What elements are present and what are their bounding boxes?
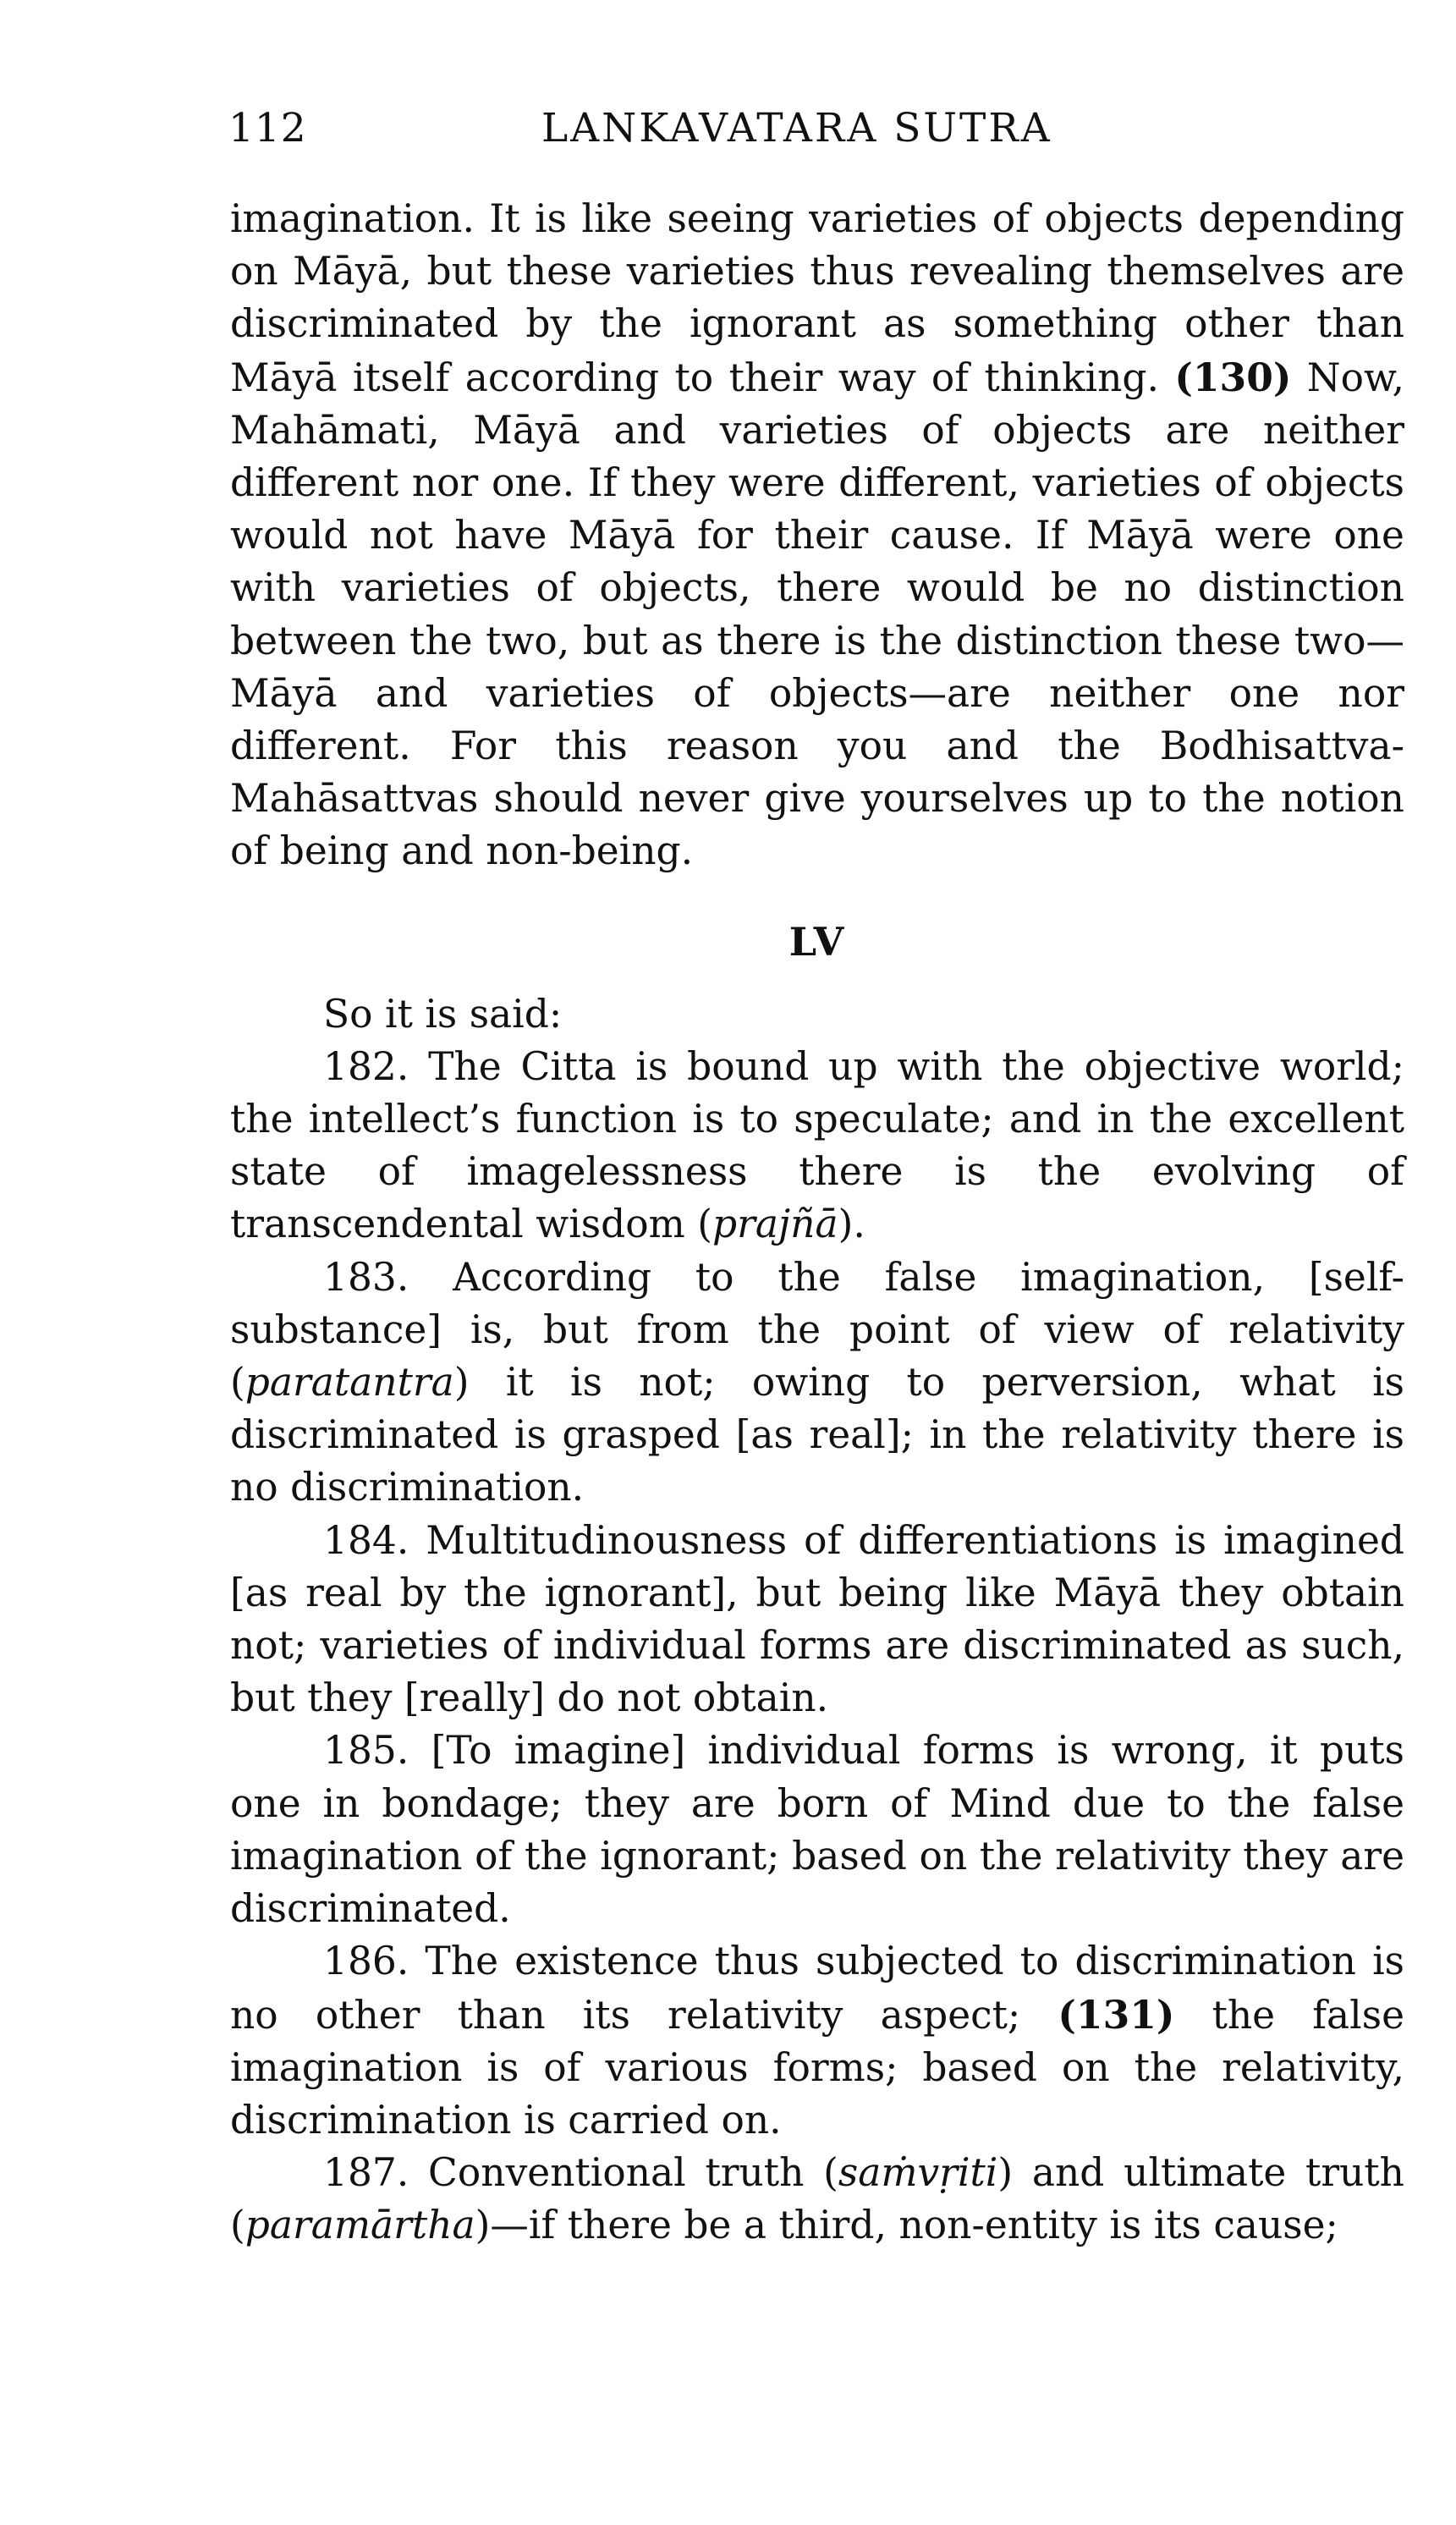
verse-text: ). xyxy=(838,1202,865,1247)
page-body xyxy=(230,193,1404,2253)
verse-text: the false imagination is of various forms; based on the relativity, discrimination is carried on. xyxy=(230,1992,1404,2143)
verse-text: The existence thus subjected to discrimination is no other than its relativity aspect; xyxy=(230,1939,1404,2038)
verse-183 xyxy=(230,1251,1404,1515)
verse-number: 185. xyxy=(323,1728,409,1774)
verse-187 xyxy=(230,2147,1404,2252)
verse-184 xyxy=(230,1515,1404,1725)
sanskrit-term: paratantra xyxy=(244,1360,454,1406)
verse-number: 187. xyxy=(323,2150,409,2196)
verse-186 xyxy=(230,1935,1404,2147)
sanskrit-term: paramārtha xyxy=(244,2203,475,2248)
verse-text: The Citta is bound up with the objective world; the intellect’s function is to speculate; and in the excellent state of imagelessness there is the evolving of transcendental wisdom ( xyxy=(230,1043,1404,1247)
verse-text: Conventional truth ( xyxy=(409,2150,838,2196)
verse-text: [To imagine] individual forms is wrong, it puts one in bondage; they are born of Mind due to the false imagination of the ignorant; based on the relativity they are discriminated. xyxy=(230,1728,1404,1932)
verse-number: 184. xyxy=(323,1517,409,1563)
verse-text: According to the false imagination, [self-substance] is, but from the point of view of relativity ( xyxy=(230,1254,1404,1406)
verse-number: 186. xyxy=(323,1939,409,1984)
page-marker-131: (131) xyxy=(1058,1991,1175,2038)
sanskrit-term: prajñā xyxy=(712,1202,838,1247)
verse-text: Multitudinousness of differentiations is imagined [as real by the ignorant], but being like Māyā they obtain not; varieties of individual forms are discriminated as such, but they [really] do not obtain. xyxy=(230,1517,1404,1721)
page-header xyxy=(228,103,1413,154)
running-title: LANKAVATARA SUTRA xyxy=(541,105,1052,151)
page-marker-130: (130) xyxy=(1174,354,1292,400)
verse-number: 182. xyxy=(323,1043,409,1089)
section-intro: So it is said: xyxy=(323,991,563,1037)
verse-182 xyxy=(230,1041,1404,1251)
prose-paragraph xyxy=(230,193,1404,878)
prose-text-1: imagination. It is like seeing varieties of objects depending on Māyā, but these varieties thus revealing themselves are discriminated by the ignorant as something other than Māyā itself according to their way of thinking. xyxy=(230,196,1404,400)
sanskrit-term: saṁvṛiti xyxy=(838,2150,998,2196)
verse-text: ) it is not; owing to perversion, what is discriminated is grasped [as real]; in the relativity there is no discrimination. xyxy=(230,1360,1404,1510)
verse-185 xyxy=(230,1725,1404,1935)
page-number: 112 xyxy=(228,105,307,151)
verse-text: )—if there be a third, non-entity is its cause; xyxy=(475,2203,1338,2248)
verse-number: 183. xyxy=(323,1254,409,1300)
section-heading: LV xyxy=(788,918,846,965)
prose-text-2: Now, Mahāmati, Māyā and varieties of objects are neither different nor one. If they were different, varieties of objects would not have Māyā for their cause. If Māyā were one with varieties of objects, there would be no distinction between the two, but as there is the distinction these two—Māyā and varieties of objects—are neither one nor different. For this reason you and the Bodhisattva-Mahāsattvas should never give yourselves up to the notion of being and non-being. xyxy=(230,355,1404,874)
verse-text: ) and ultimate truth ( xyxy=(230,2150,1404,2248)
